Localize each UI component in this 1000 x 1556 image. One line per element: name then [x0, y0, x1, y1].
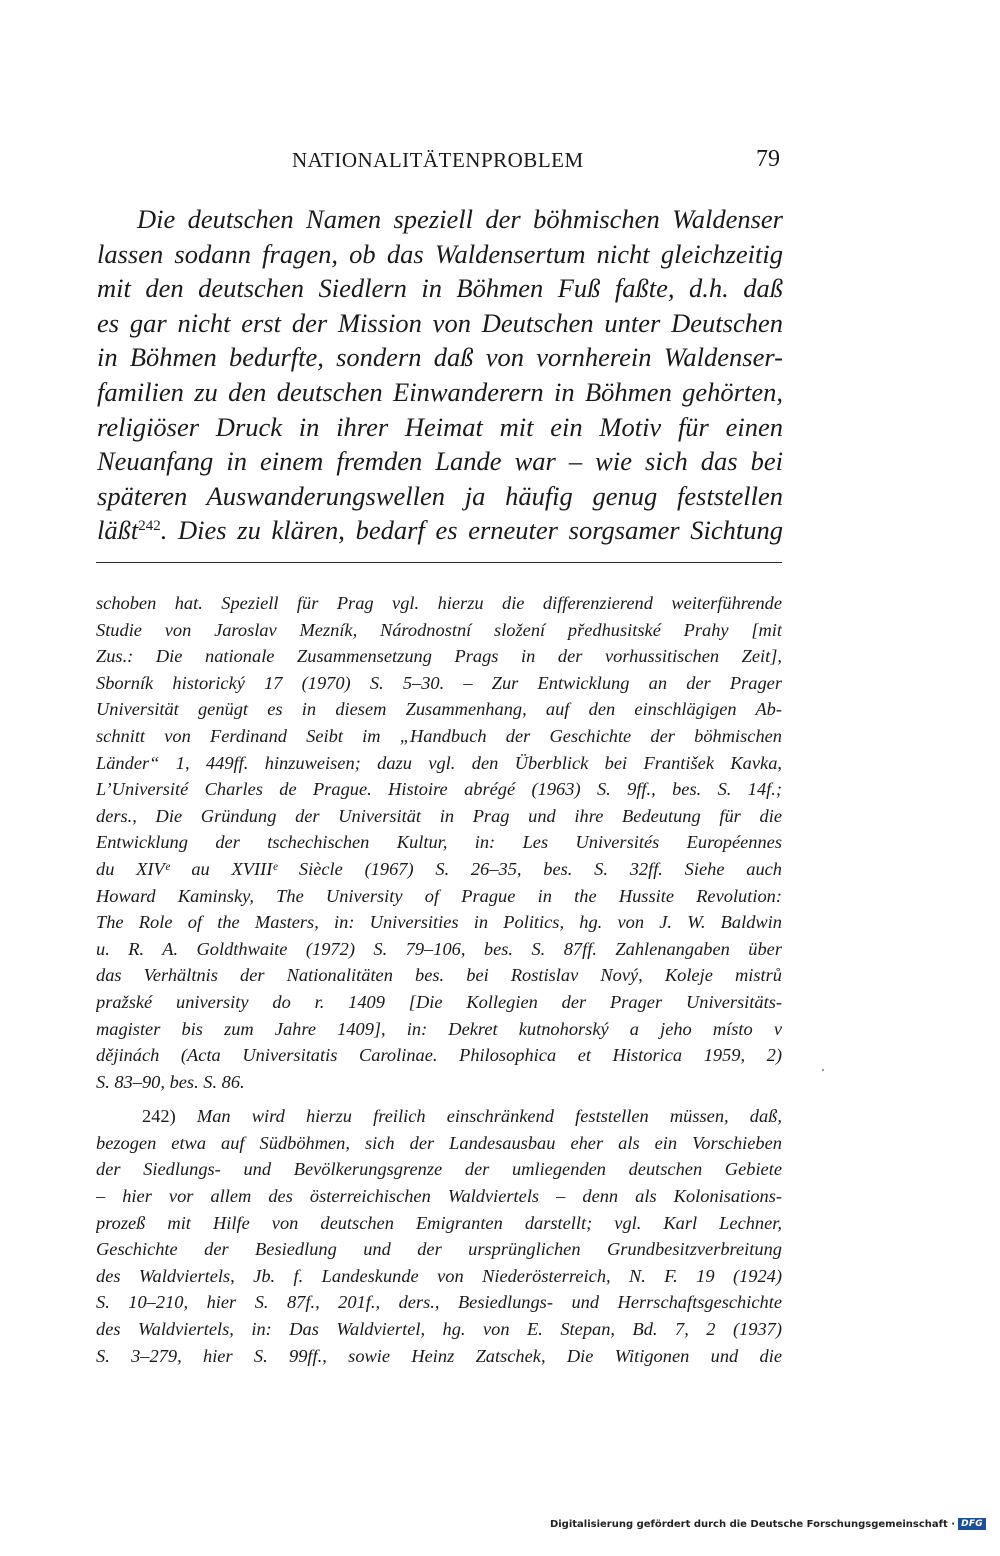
footnote-line: Geschichte der Besiedlung und der ursprünglichen Grundbesitzverbreitung [96, 1239, 782, 1260]
body-line-last [97, 513, 783, 548]
body-text-fragment: läßt [97, 515, 139, 546]
footnote-gap [96, 1095, 782, 1103]
footnote-line: L’Université Charles de Prague. Histoire abrégé (1963) S. 9ff., bes. S. 14f.; [96, 779, 782, 800]
page-number: 79 [756, 146, 780, 172]
digitization-footer [550, 1518, 986, 1530]
footnote-line: Studie von Jaroslav Mezník, Národnostní složení předhusitské Prahy [mit [96, 619, 782, 640]
body-text-fragment: . Dies zu klären, bedarf es erneuter sorgsamer Sichtung [160, 515, 783, 546]
footnote-line: du XIVᵉ au XVIIIᵉ Siècle (1967) S. 26–35, bes. S. 32ff. Siehe auch [96, 858, 782, 879]
footnote-line: Universität genügt es in diesem Zusammenhang, auf den einschlägigen Ab- [96, 699, 782, 720]
footnote-line: magister bis zum Jahre 1409], in: Dekret kutnohorský a jeho místo v [96, 1018, 782, 1039]
dfg-logo-icon: DFG [958, 1518, 986, 1530]
footnote-separator [96, 562, 782, 563]
main-text [97, 202, 783, 548]
footnote-line: pražské university do r. 1409 [Die Kollegien der Prager Universitäts- [96, 991, 782, 1012]
running-title: NATIONALITÄTENPROBLEM [292, 148, 584, 172]
footnote-line: S. 10–210, hier S. 87f., 201f., ders., Besiedlungs- und Herrschaftsgeschichte [96, 1292, 782, 1313]
footnote-line: Länder“ 1, 449ff. hinzuweisen; dazu vgl. den Überblick bei František Kavka, [96, 752, 782, 773]
body-line: späteren Auswanderungswellen ja häufig genug feststellen [97, 480, 783, 511]
footnote-line: S. 3–279, hier S. 99ff., sowie Heinz Zatschek, Die Witigonen und die [96, 1345, 782, 1366]
footnote-ref-242[interactable]: 242 [138, 518, 161, 535]
running-head [96, 146, 786, 180]
footnote-line: Entwicklung der tschechischen Kultur, in: Les Universités Européennes [96, 832, 782, 853]
footnote-line: bezogen etwa auf Südböhmen, sich der Landesausbau eher als ein Vorschieben [96, 1132, 782, 1153]
footnote-line: u. R. A. Goldthwaite (1972) S. 79–106, bes. S. 87ff. Zahlenangaben über [96, 938, 782, 959]
footnote-line: – hier vor allem des österreichischen Waldviertels – denn als Kolonisations- [96, 1186, 782, 1207]
body-line: lassen sodann fragen, ob das Waldensertum nicht gleichzeitig [97, 238, 783, 269]
footnote-line: Sborník historický 17 (1970) S. 5–30. – Zur Entwicklung an der Prager [96, 672, 782, 693]
body-line: familien zu den deutschen Einwanderern in Böhmen gehörten, [97, 376, 783, 407]
body-line: es gar nicht erst der Mission von Deutschen unter Deutschen [97, 307, 783, 338]
footnote-line: prozeß mit Hilfe von deutschen Emigranten darstellt; vgl. Karl Lechner, [96, 1212, 782, 1233]
footnote-line: der Siedlungs- und Bevölkerungsgrenze der umliegenden deutschen Gebiete [96, 1159, 782, 1180]
footnote-line: dějinách (Acta Universitatis Carolinae. Philosophica et Historica 1959, 2) [96, 1045, 782, 1066]
body-line: Die deutschen Namen speziell der böhmischen Waldenser [137, 204, 783, 234]
footer-text: Digitalisierung gefördert durch die Deutsche Forschungsgemeinschaft · [549, 1518, 956, 1530]
body-line: mit den deutschen Siedlern in Böhmen Fuß faßte, d.h. daß [97, 273, 783, 304]
footnote-line: ders., Die Gründung der Universität in Prag und ihre Bedeutung für die [96, 805, 782, 826]
footnotes [96, 590, 782, 1369]
footnote-number: 242) [142, 1106, 176, 1127]
footnote-242-first-line [96, 1103, 782, 1130]
footnote-line: des Waldviertels, in: Das Waldviertel, hg. von E. Stepan, Bd. 7, 2 (1937) [96, 1319, 782, 1340]
footnote-line: schoben hat. Speziell für Prag vgl. hierzu die differenzierend weiterführende [96, 593, 782, 613]
scan-speck [822, 1069, 824, 1071]
body-line: Neuanfang in einem fremden Lande war – wie sich das bei [97, 446, 783, 477]
footnote-line: des Waldviertels, Jb. f. Landeskunde von Niederösterreich, N. F. 19 (1924) [96, 1265, 782, 1286]
body-line: in Böhmen bedurfte, sondern daß von vornherein Waldenser- [97, 342, 783, 373]
footnote-line: schnitt von Ferdinand Seibt im „Handbuch der Geschichte der böhmischen [96, 725, 782, 746]
footnote-line: das Verhältnis der Nationalitäten bes. bei Rostislav Nový, Koleje mistrů [96, 965, 782, 986]
footnote-line: The Role of the Masters, in: Universities in Politics, hg. von J. W. Baldwin [96, 912, 782, 933]
footnote-line: Howard Kaminsky, The University of Prague in the Hussite Revolution: [96, 885, 782, 906]
footnote-line: S. 83–90, bes. S. 86. [96, 1071, 245, 1092]
body-line: religiöser Druck in ihrer Heimat mit ein Motiv für einen [97, 411, 783, 442]
footnote-line: Zus.: Die nationale Zusammensetzung Prags in der vorhussitischen Zeit], [96, 646, 782, 667]
footnote-text: Man wird hierzu freilich einschränkend feststellen müssen, daß, [196, 1106, 782, 1127]
